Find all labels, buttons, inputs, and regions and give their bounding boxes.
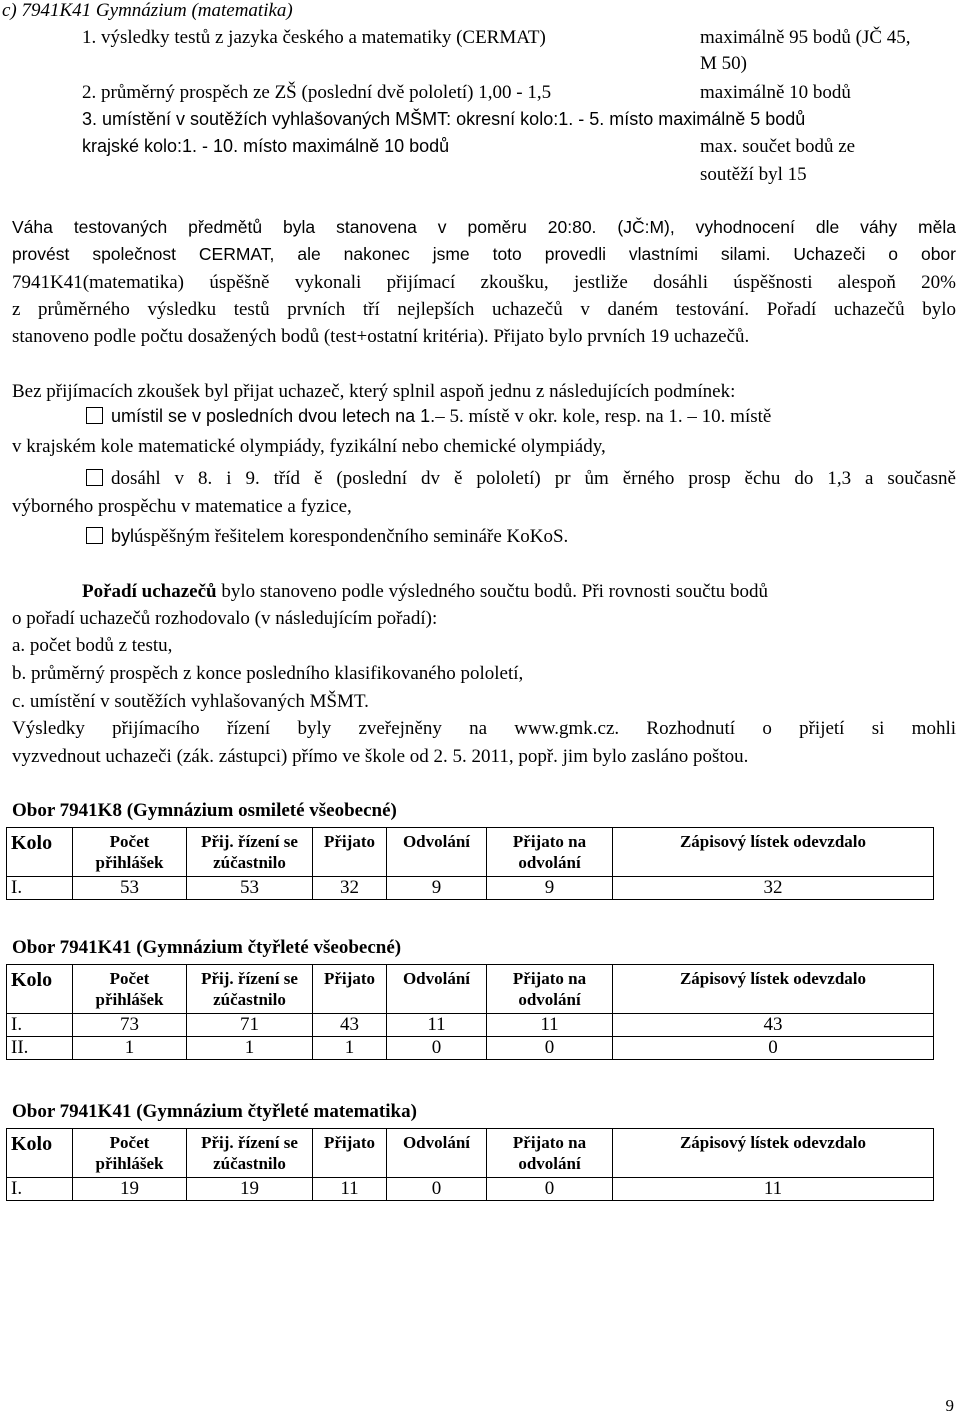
criterion-2-label: 2. průměrný prospěch ze ZŠ (poslední dvě pololetí) 1,00 - 1,5 xyxy=(82,82,552,103)
header-zapisovy: Zápisový lístek odevzdalo xyxy=(613,828,934,877)
header-zapisovy: Zápisový lístek odevzdalo xyxy=(613,965,934,1014)
cell-rizeni: 19 xyxy=(187,1177,313,1200)
header-odvolani: Odvolání xyxy=(387,965,487,1014)
header-odvolani: Odvolání xyxy=(387,828,487,877)
cell-pocet: 53 xyxy=(73,876,187,899)
condition-item-1: umístil se v posledních dvou letech na 1.– 5. místě v okr. kole, resp. na 1. – 10. místě xyxy=(86,406,771,429)
cell-zapisovy: 11 xyxy=(613,1177,934,1200)
criterion-3-label: 3. umístění v soutěžích vyhlašovaných MŠMT: okresní kolo:1. - 5. místo maximálně 5 bodů xyxy=(82,109,806,129)
header-prijato-na: Přijato na odvolání xyxy=(487,1129,613,1178)
paragraph-line: 7941K41(matematika) úspěšně vykonali přijímací zkoušku, jestliže dosáhli úspěšnosti alespoň 20% xyxy=(12,272,956,293)
condition-item-2: dosáhl v 8. i 9. tříd ě (poslední dv ě pololetí) pr ům ěrného prosp ěchu do 1,3 a současně xyxy=(86,468,956,491)
condition-item-1-cont: v krajském kole matematické olympiády, fyzikální nebo chemické olympiády, xyxy=(12,436,606,457)
header-prijato: Přijato xyxy=(313,828,387,877)
header-rizeni: Přij. řízení se zúčastnilo xyxy=(187,965,313,1014)
cell-prijato-na: 9 xyxy=(487,876,613,899)
paragraph-line: Váha testovaných předmětů byla stanovena v poměru 20:80. (JČ:M), vyhodnocení dle váhy měla xyxy=(12,217,956,237)
table-header-row xyxy=(7,965,934,1014)
header-prijato-na: Přijato na odvolání xyxy=(487,828,613,877)
table-header-row xyxy=(7,828,934,877)
cell-rizeni: 1 xyxy=(187,1036,313,1059)
cell-kolo: II. xyxy=(7,1036,73,1059)
results-table xyxy=(6,1128,934,1201)
cell-odvolani: 9 xyxy=(387,876,487,899)
page-number: 9 xyxy=(945,1396,954,1415)
header-zapisovy: Zápisový lístek odevzdalo xyxy=(613,1129,934,1178)
header-prijato: Přijato xyxy=(313,965,387,1014)
criterion-3-regional: krajské kolo:1. - 10. místo maximálně 10 bodů xyxy=(82,136,450,156)
table-row xyxy=(7,1036,934,1059)
table-row xyxy=(7,1013,934,1036)
cell-kolo: I. xyxy=(7,1177,73,1200)
cell-pocet: 1 xyxy=(73,1036,187,1059)
order-line-1: Pořadí uchazečů bylo stanoveno podle výsledného součtu bodů. Při rovnosti součtu bodů xyxy=(82,581,769,602)
order-item-a: a. počet bodů z testu, xyxy=(12,635,173,656)
checkbox-icon xyxy=(86,527,103,544)
results-table xyxy=(6,827,934,900)
section-heading: c) 7941K41 Gymnázium (matematika) xyxy=(2,0,293,21)
paragraph-line: z průměrného výsledku testů prvních tří nejlepších uchazečů v daném testování. Pořadí uchazečů bylo xyxy=(12,299,956,320)
results-table xyxy=(6,964,934,1060)
criterion-2-points: maximálně 10 bodů xyxy=(700,82,851,103)
table-header-row xyxy=(7,1129,934,1178)
criterion-1-points-cont: M 50) xyxy=(700,53,747,74)
cell-odvolani: 0 xyxy=(387,1036,487,1059)
header-pocet: Počet přihlášek xyxy=(73,828,187,877)
header-odvolani: Odvolání xyxy=(387,1129,487,1178)
results-line-2: vyzvednout uchazeči (zák. zástupci) přímo ve škole od 2. 5. 2011, popř. jim bylo zasláno poštou. xyxy=(12,746,749,767)
cell-prijato-na: 0 xyxy=(487,1036,613,1059)
paragraph-line: provést společnost CERMAT, ale nakonec jsme toto provedli vlastními silami. Uchazeči o obor xyxy=(12,244,956,264)
table-row xyxy=(7,1177,934,1200)
criterion-3-max: max. součet bodů ze xyxy=(700,136,856,157)
cell-prijato: 43 xyxy=(313,1013,387,1036)
cell-prijato-na: 11 xyxy=(487,1013,613,1036)
cell-zapisovy: 32 xyxy=(613,876,934,899)
header-rizeni: Přij. řízení se zúčastnilo xyxy=(187,828,313,877)
header-pocet: Počet přihlášek xyxy=(73,1129,187,1178)
header-kolo: Kolo xyxy=(7,828,73,877)
condition-item-2-cont: výborného prospěchu v matematice a fyzice, xyxy=(12,496,352,517)
cell-pocet: 73 xyxy=(73,1013,187,1036)
table-title: Obor 7941K8 (Gymnázium osmileté všeobecné) xyxy=(12,800,397,821)
cell-prijato: 11 xyxy=(313,1177,387,1200)
header-kolo: Kolo xyxy=(7,1129,73,1178)
cell-prijato: 32 xyxy=(313,876,387,899)
cell-odvolani: 0 xyxy=(387,1177,487,1200)
header-pocet: Počet přihlášek xyxy=(73,965,187,1014)
order-line-2: o pořadí uchazečů rozhodovalo (v následujícím pořadí): xyxy=(12,608,438,629)
cell-zapisovy: 43 xyxy=(613,1013,934,1036)
cell-rizeni: 71 xyxy=(187,1013,313,1036)
table-title: Obor 7941K41 (Gymnázium čtyřleté všeobecné) xyxy=(12,937,402,958)
criterion-1-points: maximálně 95 bodů (JČ 45, xyxy=(700,27,911,48)
order-item-c: c. umístění v soutěžích vyhlašovaných MŠMT. xyxy=(12,691,369,712)
criterion-1-label: 1. výsledky testů z jazyka českého a matematiky (CERMAT) xyxy=(82,27,546,48)
cell-rizeni: 53 xyxy=(187,876,313,899)
header-rizeni: Přij. řízení se zúčastnilo xyxy=(187,1129,313,1178)
paragraph-line: stanoveno podle počtu dosažených bodů (test+ostatní kritéria). Přijato bylo prvních 19 uchazečů. xyxy=(12,326,750,347)
cell-kolo: I. xyxy=(7,876,73,899)
header-prijato-na: Přijato na odvolání xyxy=(487,965,613,1014)
checkbox-icon xyxy=(86,407,103,424)
table-row xyxy=(7,876,934,899)
cell-kolo: I. xyxy=(7,1013,73,1036)
checkbox-icon xyxy=(86,469,103,486)
condition-item-3: bylúspěšným řešitelem korespondenčního semináře KoKoS. xyxy=(86,526,568,549)
cell-zapisovy: 0 xyxy=(613,1036,934,1059)
cell-odvolani: 11 xyxy=(387,1013,487,1036)
table-title: Obor 7941K41 (Gymnázium čtyřleté matematika) xyxy=(12,1101,417,1122)
results-line-1: Výsledky přijímacího řízení byly zveřejněny na www.gmk.cz. Rozhodnutí o přijetí si mohli xyxy=(12,718,956,739)
header-kolo: Kolo xyxy=(7,965,73,1014)
criterion-3-max-cont: soutěží byl 15 xyxy=(700,164,807,185)
header-prijato: Přijato xyxy=(313,1129,387,1178)
cell-pocet: 19 xyxy=(73,1177,187,1200)
cell-prijato-na: 0 xyxy=(487,1177,613,1200)
conditions-intro: Bez přijímacích zkoušek byl přijat uchazeč, který splnil aspoň jednu z následujících podmínek: xyxy=(12,381,736,402)
cell-prijato: 1 xyxy=(313,1036,387,1059)
order-item-b: b. průměrný prospěch z konce posledního klasifikovaného pololetí, xyxy=(12,663,524,684)
